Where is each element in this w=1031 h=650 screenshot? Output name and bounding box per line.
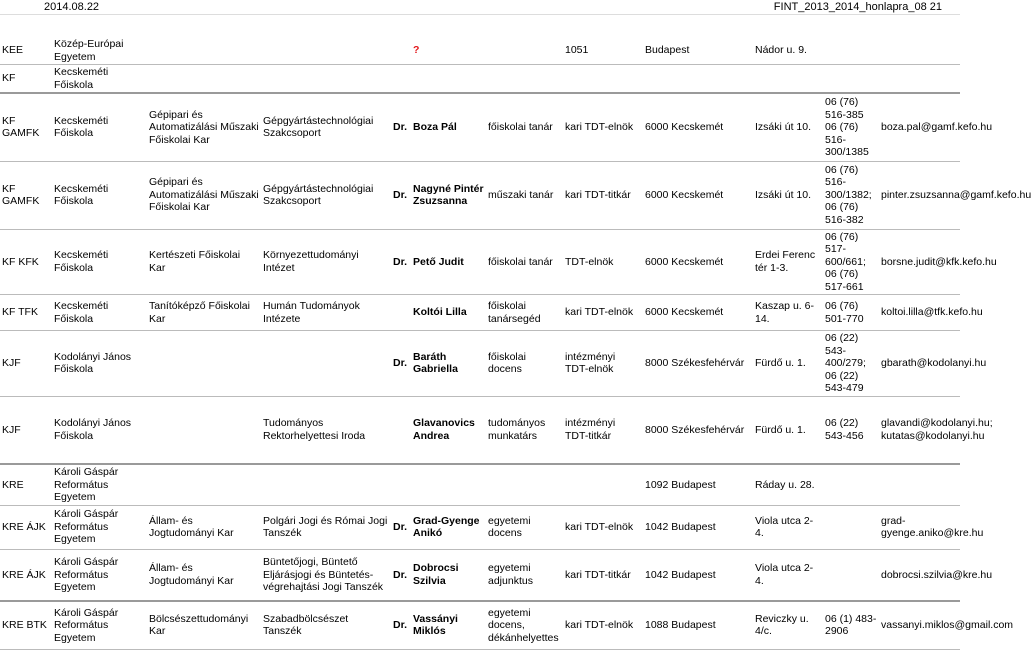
cell-address: Izsáki út 10. xyxy=(753,93,823,161)
cell-code: KF GAMFK xyxy=(0,93,52,161)
cell-phone: 06 (1) 483-2906 xyxy=(823,601,879,649)
cell-phone xyxy=(823,37,879,65)
cell-department: Büntetőjogi, Büntető Eljárásjogi és Büntetés-végrehajtási Jogi Tanszék xyxy=(261,549,391,601)
cell-email[interactable]: borsne.judit@kfk.kefo.hu xyxy=(879,229,960,295)
cell-phone: 06 (76) 501-770 xyxy=(823,295,879,331)
cell-title xyxy=(391,464,411,505)
cell-faculty: Tanítóképző Főiskolai Kar xyxy=(147,295,261,331)
cell-name: Dobrocsi Szilvia xyxy=(411,549,486,601)
cell-address: Kaszap u. 6-14. xyxy=(753,295,823,331)
cell-institution: Kecskeméti Főiskola xyxy=(52,65,147,94)
cell-code: KF GAMFK xyxy=(0,161,52,229)
cell-department: Polgári Jogi és Római Jogi Tanszék xyxy=(261,505,391,549)
cell-code: KF xyxy=(0,65,52,94)
cell-phone: 06 (76) 516-300/1382; 06 (76) 516-382 xyxy=(823,161,879,229)
cell-position xyxy=(486,65,563,94)
cell-city: 1042 Budapest xyxy=(643,549,753,601)
cell-code: KRE ÁJK xyxy=(0,505,52,549)
cell-faculty xyxy=(147,331,261,397)
cell-role: kari TDT-elnök xyxy=(563,505,643,549)
cell-title xyxy=(391,65,411,94)
cell-address: Viola utca 2-4. xyxy=(753,549,823,601)
cell-position: egyetemi docens xyxy=(486,505,563,549)
table-row xyxy=(0,161,960,229)
cell-position: műszaki tanár xyxy=(486,161,563,229)
cell-institution: Károli Gáspár Református Egyetem xyxy=(52,505,147,549)
cell-institution: Kecskeméti Főiskola xyxy=(52,229,147,295)
cell-faculty xyxy=(147,37,261,65)
cell-address: Ráday u. 28. xyxy=(753,464,823,505)
cell-phone xyxy=(823,65,879,94)
cell-role: intézményi TDT-titkár xyxy=(563,396,643,464)
cell-email[interactable]: glavandi@kodolanyi.hu; kutatas@kodolanyi.hu xyxy=(879,396,960,464)
cell-institution: Közép-Európai Egyetem xyxy=(52,37,147,65)
cell-code: KRE BTK xyxy=(0,601,52,649)
cell-role: TDT-elnök xyxy=(563,229,643,295)
cell-institution: Kodolányi János Főiskola xyxy=(52,331,147,397)
cell-email[interactable]: grad-gyenge.aniko@kre.hu xyxy=(879,505,960,549)
cell-city: 6000 Kecskemét xyxy=(643,93,753,161)
cell-role xyxy=(563,464,643,505)
cell-phone xyxy=(823,505,879,549)
cell-city: 8000 Székesfehérvár xyxy=(643,331,753,397)
cell-code: KRE xyxy=(0,464,52,505)
cell-position: főiskolai docens xyxy=(486,331,563,397)
page-header xyxy=(0,0,960,15)
table-row xyxy=(0,549,960,601)
cell-institution: Kecskeméti Főiskola xyxy=(52,161,147,229)
table-row xyxy=(0,464,960,505)
cell-faculty: Bölcsészettudományi Kar xyxy=(147,601,261,649)
cell-name: Nagyné Pintér Zsuzsanna xyxy=(411,161,486,229)
cell-title: Dr. xyxy=(391,93,411,161)
header-title: FINT_2013_2014_honlapra_08 21 xyxy=(773,1,942,13)
table-row xyxy=(0,601,960,649)
cell-department: Szabadbölcsészet Tanszék xyxy=(261,601,391,649)
cell-city: 8000 Székesfehérvár xyxy=(643,396,753,464)
cell-position: tudományos munkatárs xyxy=(486,396,563,464)
cell-code: KJF xyxy=(0,331,52,397)
cell-department: Környezettudományi Intézet xyxy=(261,229,391,295)
cell-phone: 06 (76) 516-385 06 (76) 516-300/1385 xyxy=(823,93,879,161)
cell-title: Dr. xyxy=(391,505,411,549)
cell-city: 6000 Kecskemét xyxy=(643,229,753,295)
cell-code: KF KFK xyxy=(0,229,52,295)
cell-city xyxy=(643,65,753,94)
cell-email[interactable]: pinter.zsuzsanna@gamf.kefo.hu xyxy=(879,161,960,229)
cell-institution: Kecskeméti Főiskola xyxy=(52,295,147,331)
cell-address: Fürdő u. 1. xyxy=(753,396,823,464)
cell-faculty: Állam- és Jogtudományi Kar xyxy=(147,505,261,549)
cell-role xyxy=(563,65,643,94)
cell-institution: Kecskeméti Főiskola xyxy=(52,93,147,161)
cell-role: 1051 xyxy=(563,37,643,65)
cell-role: intézményi TDT-elnök xyxy=(563,331,643,397)
table-row xyxy=(0,65,960,94)
cell-title xyxy=(391,37,411,65)
cell-department xyxy=(261,464,391,505)
cell-name: ? xyxy=(411,37,486,65)
cell-city: 6000 Kecskemét xyxy=(643,295,753,331)
cell-faculty: Kertészeti Főiskolai Kar xyxy=(147,229,261,295)
cell-department: Gépgyártástechnológiai Szakcsoport xyxy=(261,93,391,161)
cell-name xyxy=(411,65,486,94)
cell-position: egyetemi adjunktus xyxy=(486,549,563,601)
table-row xyxy=(0,295,960,331)
institution-table xyxy=(0,37,1031,650)
cell-email[interactable]: dobrocsi.szilvia@kre.hu xyxy=(879,549,960,601)
cell-role: kari TDT-elnök xyxy=(563,93,643,161)
cell-role: kari TDT-titkár xyxy=(563,161,643,229)
cell-city: 1088 Budapest xyxy=(643,601,753,649)
cell-address: Izsáki út 10. xyxy=(753,161,823,229)
cell-email xyxy=(879,65,960,94)
cell-address: Viola utca 2-4. xyxy=(753,505,823,549)
cell-title: Dr. xyxy=(391,601,411,649)
cell-name: Koltói Lilla xyxy=(411,295,486,331)
cell-name: Baráth Gabriella xyxy=(411,331,486,397)
cell-department xyxy=(261,37,391,65)
cell-title: Dr. xyxy=(391,229,411,295)
cell-faculty: Állam- és Jogtudományi Kar xyxy=(147,549,261,601)
cell-institution: Kodolányi János Főiskola xyxy=(52,396,147,464)
cell-city: Budapest xyxy=(643,37,753,65)
table-row xyxy=(0,505,960,549)
cell-phone xyxy=(823,549,879,601)
cell-name: Glavanovics Andrea xyxy=(411,396,486,464)
cell-name: Boza Pál xyxy=(411,93,486,161)
cell-email[interactable]: vassanyi.miklos@gmail.com xyxy=(879,601,960,649)
cell-role: kari TDT-elnök xyxy=(563,601,643,649)
cell-phone: 06 (22) 543-400/279; 06 (22) 543-479 xyxy=(823,331,879,397)
cell-address: Nádor u. 9. xyxy=(753,37,823,65)
cell-address: Fürdő u. 1. xyxy=(753,331,823,397)
cell-department: Humán Tudományok Intézete xyxy=(261,295,391,331)
cell-email xyxy=(879,37,960,65)
cell-email[interactable]: koltoi.lilla@tfk.kefo.hu xyxy=(879,295,960,331)
cell-name: Vassányi Miklós xyxy=(411,601,486,649)
cell-department: Tudományos Rektorhelyettesi Iroda xyxy=(261,396,391,464)
cell-email xyxy=(879,464,960,505)
cell-address: Reviczky u. 4/c. xyxy=(753,601,823,649)
cell-name: Grad-Gyenge Anikó xyxy=(411,505,486,549)
cell-department xyxy=(261,331,391,397)
table-row xyxy=(0,229,960,295)
cell-title: Dr. xyxy=(391,331,411,397)
cell-institution: Károli Gáspár Református Egyetem xyxy=(52,549,147,601)
cell-phone: 06 (76) 517-600/661; 06 (76) 517-661 xyxy=(823,229,879,295)
cell-phone: 06 (22) 543-456 xyxy=(823,396,879,464)
cell-department: Gépgyártástechnológiai Szakcsoport xyxy=(261,161,391,229)
cell-institution: Károli Gáspár Református Egyetem xyxy=(52,601,147,649)
cell-city: 6000 Kecskemét xyxy=(643,161,753,229)
cell-institution: Károli Gáspár Református Egyetem xyxy=(52,464,147,505)
cell-role: kari TDT-titkár xyxy=(563,549,643,601)
cell-code: KJF xyxy=(0,396,52,464)
cell-faculty: Gépipari és Automatizálási Műszaki Főiskolai Kar xyxy=(147,161,261,229)
cell-code: KEE xyxy=(0,37,52,65)
cell-name xyxy=(411,464,486,505)
cell-city: 1042 Budapest xyxy=(643,505,753,549)
cell-faculty: Gépipari és Automatizálási Műszaki Főiskolai Kar xyxy=(147,93,261,161)
cell-code: KRE ÁJK xyxy=(0,549,52,601)
cell-address xyxy=(753,65,823,94)
cell-city: 1092 Budapest xyxy=(643,464,753,505)
table-row xyxy=(0,331,960,397)
cell-faculty xyxy=(147,464,261,505)
cell-position xyxy=(486,464,563,505)
cell-faculty xyxy=(147,396,261,464)
cell-title: Dr. xyxy=(391,549,411,601)
cell-role: kari TDT-elnök xyxy=(563,295,643,331)
header-date: 2014.08.22 xyxy=(44,1,100,13)
cell-position xyxy=(486,37,563,65)
cell-title xyxy=(391,295,411,331)
cell-title xyxy=(391,396,411,464)
cell-title: Dr. xyxy=(391,161,411,229)
cell-faculty xyxy=(147,65,261,94)
cell-position: főiskolai tanár xyxy=(486,229,563,295)
cell-department xyxy=(261,65,391,94)
cell-position: egyetemi docens, dékánhelyettes xyxy=(486,601,563,649)
cell-code: KF TFK xyxy=(0,295,52,331)
cell-email[interactable]: boza.pal@gamf.kefo.hu xyxy=(879,93,960,161)
table-row xyxy=(0,396,960,464)
table-row xyxy=(0,37,960,65)
cell-address: Erdei Ferenc tér 1-3. xyxy=(753,229,823,295)
cell-position: főiskolai tanársegéd xyxy=(486,295,563,331)
cell-name: Pető Judit xyxy=(411,229,486,295)
cell-email[interactable]: gbarath@kodolanyi.hu xyxy=(879,331,960,397)
cell-position: főiskolai tanár xyxy=(486,93,563,161)
table-row xyxy=(0,93,960,161)
cell-phone xyxy=(823,464,879,505)
